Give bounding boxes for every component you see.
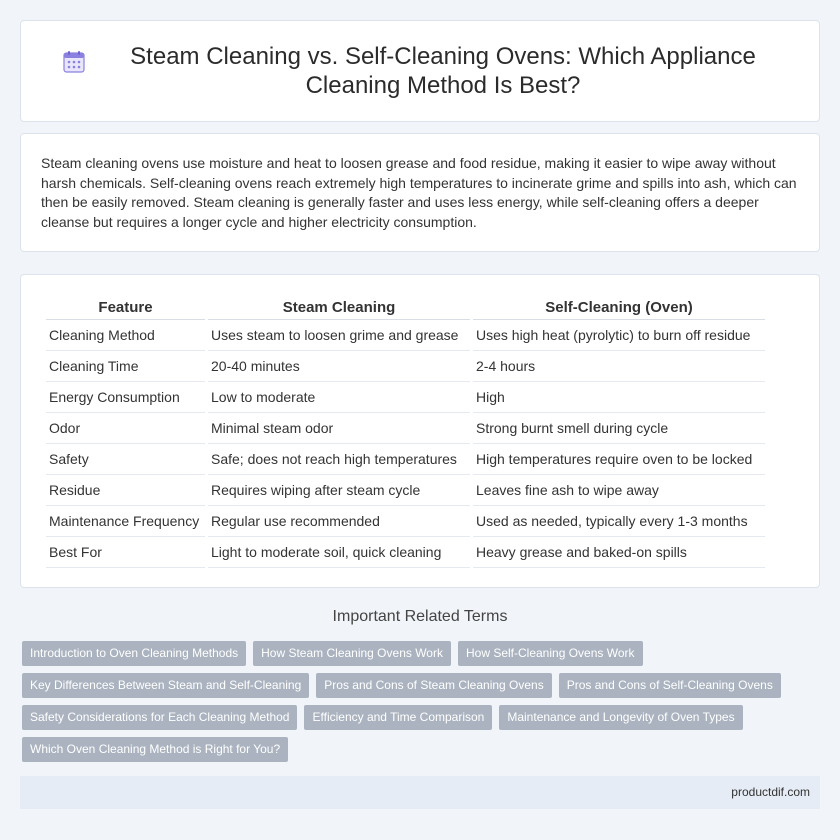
table-cell-self: 2-4 hours [473, 351, 765, 382]
table-cell-steam: Minimal steam odor [208, 413, 470, 444]
related-tag[interactable]: Which Oven Cleaning Method is Right for You? [22, 737, 288, 762]
title-wrap [21, 21, 819, 121]
table-cell-self: High [473, 382, 765, 413]
comparison-card [20, 274, 820, 588]
footer [20, 776, 820, 809]
header-steam-cleaning: Steam Cleaning [208, 296, 470, 320]
related-tag[interactable]: How Self-Cleaning Ovens Work [458, 641, 643, 666]
table-cell-feature: Cleaning Method [46, 320, 205, 351]
tag-row [22, 641, 802, 666]
table-cell-feature: Energy Consumption [46, 382, 205, 413]
table-cell-steam: Light to moderate soil, quick cleaning [208, 537, 470, 568]
title-card [20, 20, 820, 122]
footer-site-link[interactable]: productdif.com [731, 785, 810, 799]
table-row [46, 506, 765, 537]
table-row [46, 320, 765, 351]
related-tag[interactable]: Maintenance and Longevity of Oven Types [499, 705, 742, 730]
table-cell-self: Heavy grease and baked-on spills [473, 537, 765, 568]
table-header-row [46, 296, 765, 320]
comparison-table [43, 296, 768, 568]
table-cell-steam: Uses steam to loosen grime and grease [208, 320, 470, 351]
table-cell-steam: Requires wiping after steam cycle [208, 475, 470, 506]
table-cell-steam: 20-40 minutes [208, 351, 470, 382]
intro-card [20, 133, 820, 252]
tag-row [22, 673, 802, 698]
related-terms-heading: Important Related Terms [332, 608, 508, 625]
related-tag[interactable]: How Steam Cleaning Ovens Work [253, 641, 451, 666]
table-row [46, 413, 765, 444]
related-tag[interactable]: Safety Considerations for Each Cleaning Method [22, 705, 297, 730]
table-cell-feature: Cleaning Time [46, 351, 205, 382]
table-cell-feature: Best For [46, 537, 205, 568]
table-row [46, 537, 765, 568]
table-cell-steam: Regular use recommended [208, 506, 470, 537]
tag-row [22, 737, 802, 762]
table-cell-self: High temperatures require oven to be locked [473, 444, 765, 475]
table-row [46, 444, 765, 475]
table-cell-feature: Maintenance Frequency [46, 506, 205, 537]
page-title: Steam Cleaning vs. Self-Cleaning Ovens: Which Appliance Cleaning Method Is Best? [130, 43, 756, 99]
related-tag[interactable]: Key Differences Between Steam and Self-Cleaning [22, 673, 309, 698]
table-cell-feature: Residue [46, 475, 205, 506]
table-cell-steam: Safe; does not reach high temperatures [208, 444, 470, 475]
related-tag[interactable]: Efficiency and Time Comparison [304, 705, 492, 730]
related-tag[interactable]: Introduction to Oven Cleaning Methods [22, 641, 246, 666]
related-tag[interactable]: Pros and Cons of Self-Cleaning Ovens [559, 673, 781, 698]
table-cell-self: Leaves fine ash to wipe away [473, 475, 765, 506]
tag-row [22, 705, 802, 730]
table-row [46, 475, 765, 506]
related-tag[interactable]: Pros and Cons of Steam Cleaning Ovens [316, 673, 551, 698]
table-row [46, 382, 765, 413]
header-self-cleaning: Self-Cleaning (Oven) [473, 296, 765, 320]
table-cell-self: Used as needed, typically every 1-3 months [473, 506, 765, 537]
table-cell-steam: Low to moderate [208, 382, 470, 413]
header-feature: Feature [46, 296, 205, 320]
table-cell-self: Strong burnt smell during cycle [473, 413, 765, 444]
intro-paragraph: Steam cleaning ovens use moisture and heat to loosen grease and food residue, making it easier to wipe away without harsh chemicals. Self-cleaning ovens reach extremely high temperatures to incinerate grime and spills into ash, which can then be easily removed. Steam cleaning is generally faster and uses less energy, while self-cleaning offers a deeper cleanse but requires a longer cycle and higher electricity consumption. [41, 155, 797, 230]
table-cell-self: Uses high heat (pyrolytic) to burn off residue [473, 320, 765, 351]
related-terms-tags [22, 641, 802, 769]
table-cell-feature: Safety [46, 444, 205, 475]
calendar-icon [61, 49, 87, 75]
table-cell-feature: Odor [46, 413, 205, 444]
table-row [46, 351, 765, 382]
